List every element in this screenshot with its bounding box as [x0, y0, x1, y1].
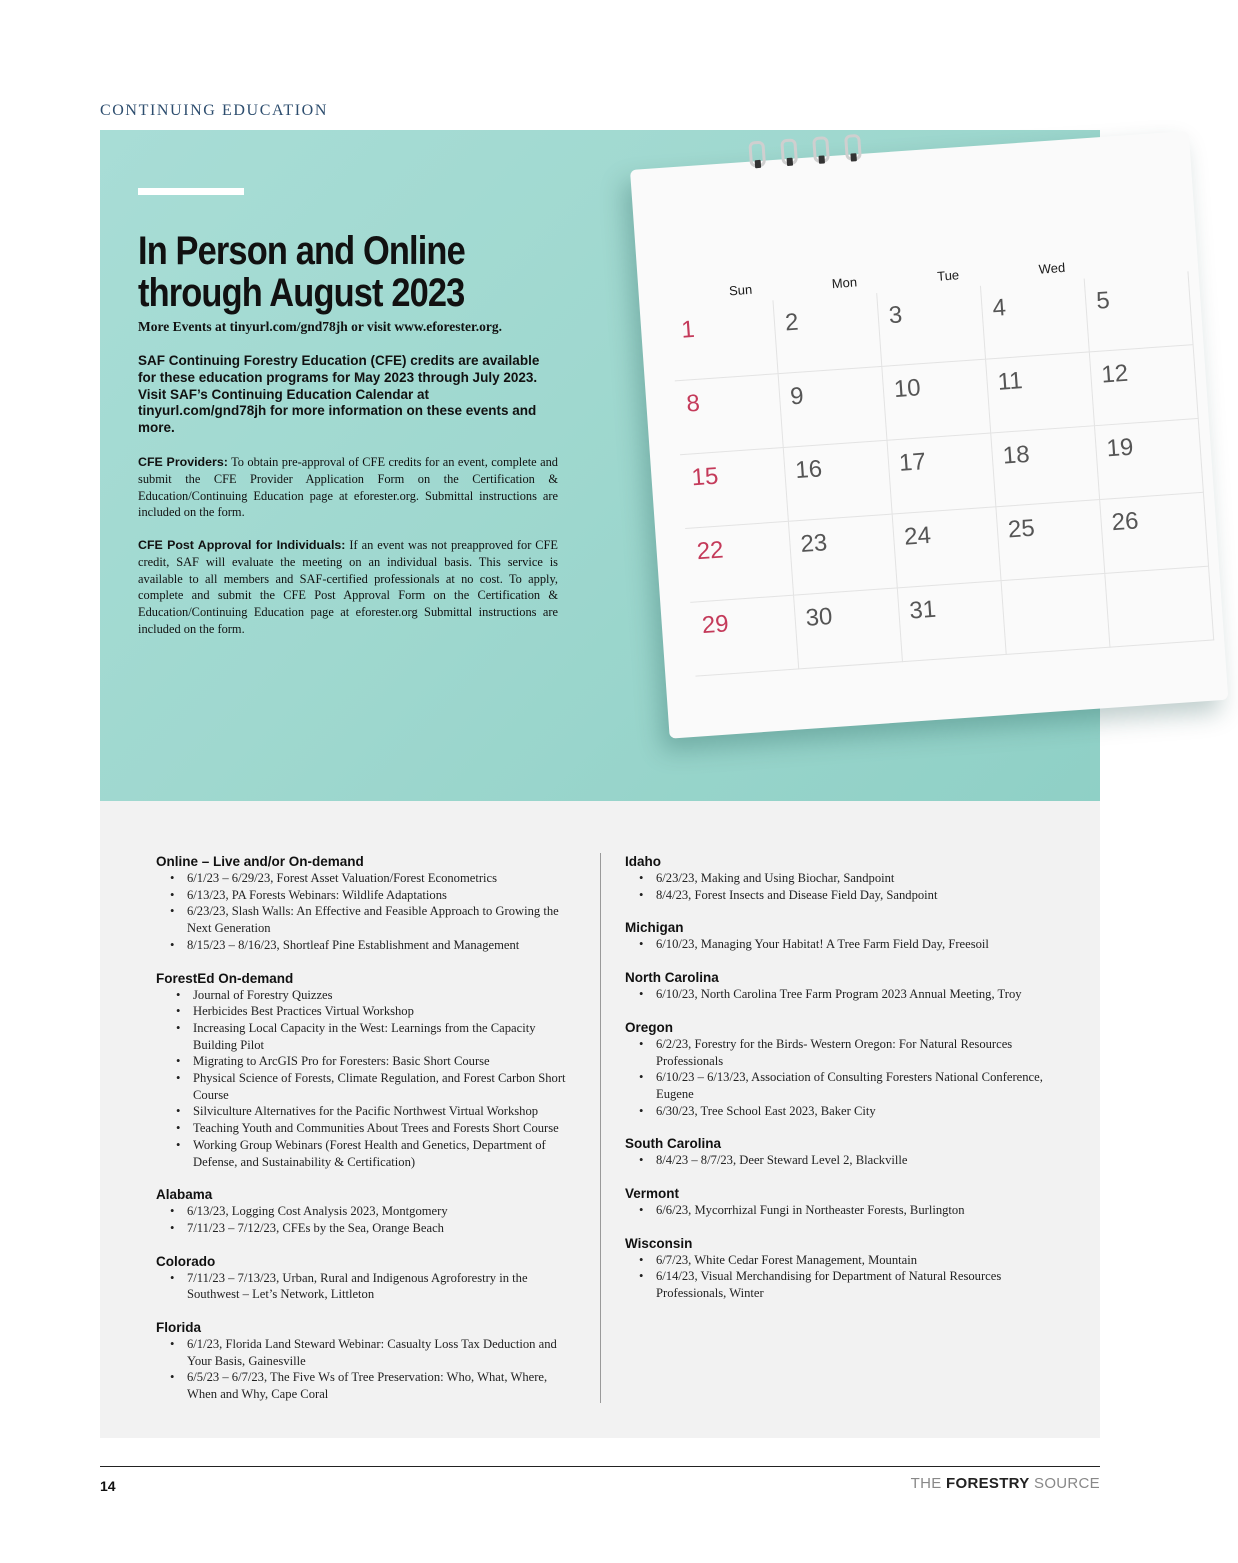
calendar-date-cell: 11: [986, 352, 1095, 433]
cfe-providers-paragraph: [138, 454, 558, 521]
ring-icon: [812, 136, 830, 163]
event-group-title: ForestEd On-demand: [156, 970, 294, 986]
events-column-right: [625, 853, 1045, 1318]
event-list: [156, 1270, 576, 1303]
event-group: [156, 1253, 576, 1303]
event-group: [156, 853, 576, 954]
calendar-rings: [748, 134, 862, 168]
event-item: • 6/5/23 – 6/7/23, The Five Ws of Tree Preservation: Who, What, Where, When and Why, Cape Coral: [156, 1369, 576, 1402]
event-list: [625, 1252, 1045, 1302]
cfe-lead-paragraph: SAF Continuing Forestry Education (CFE) credits are available for these education programs for May 2023 through July 2023. Visit SAF’s Continuing Education Calendar at tinyurl.com/gnd78jh for more information on these events and more.: [138, 353, 540, 436]
event-item: • 6/14/23, Visual Merchandising for Department of Natural Resources Professionals, Winter: [625, 1268, 1045, 1301]
event-group: [625, 853, 1045, 903]
event-group: [625, 919, 1045, 953]
event-list: [156, 987, 576, 1171]
event-group-title: Colorado: [156, 1253, 216, 1269]
calendar-day-header: Mon: [831, 274, 858, 292]
event-group: [156, 1319, 576, 1403]
calendar-date-cell: [1002, 574, 1111, 655]
event-list: [625, 1152, 1045, 1169]
event-item: • Increasing Local Capacity in the West: Learnings from the Capacity Building Pilot: [156, 1020, 576, 1053]
calendar-date-cell: 22: [685, 522, 794, 603]
event-item: • 7/11/23 – 7/12/23, CFEs by the Sea, Orange Beach: [156, 1220, 576, 1237]
cfe-providers-text: To obtain pre-approval of CFE credits for an event, complete and submit the CFE Provider Application Form on the Certification & Education/Continuing Education page at eforester.org. Submittal instructions are included on the form.: [138, 455, 559, 520]
event-item: • Silviculture Alternatives for the Pacific Northwest Virtual Workshop: [156, 1103, 576, 1120]
event-item: • 6/10/23, North Carolina Tree Farm Program 2023 Annual Meeting, Troy: [625, 986, 1045, 1003]
event-item: • 6/7/23, White Cedar Forest Management, Mountain: [625, 1252, 1045, 1269]
ring-icon: [748, 141, 766, 168]
event-item: • Herbicides Best Practices Virtual Workshop: [156, 1003, 576, 1020]
calendar-date-cell: 18: [991, 426, 1100, 507]
event-group-title: Wisconsin: [625, 1235, 693, 1251]
event-list: [625, 870, 1045, 903]
event-group: [625, 1235, 1045, 1302]
event-group-title: Oregon: [625, 1019, 674, 1035]
event-list: [625, 986, 1045, 1003]
calendar-date-cell: 4: [981, 279, 1090, 360]
event-group-title: Online – Live and/or On-demand: [156, 854, 364, 869]
event-item: • 6/30/23, Tree School East 2023, Baker City: [625, 1103, 1045, 1120]
event-list: [625, 1036, 1045, 1120]
event-group-title: South Carolina: [625, 1136, 722, 1152]
event-item: • 8/15/23 – 8/16/23, Shortleaf Pine Establishment and Management: [156, 937, 576, 954]
event-list: [625, 1202, 1045, 1219]
events-panel: [100, 801, 1100, 1438]
masthead-forestry: FORESTRY: [946, 1475, 1030, 1492]
event-group-title: Idaho: [625, 854, 661, 869]
calendar-date-cell: 5: [1085, 271, 1194, 352]
event-item: • 6/6/23, Mycorrhizal Fungi in Northeaster Forests, Burlington: [625, 1202, 1045, 1219]
calendar-date-cell: [1105, 567, 1214, 648]
ring-icon: [844, 134, 862, 161]
calendar-date-cell: 9: [779, 367, 888, 448]
event-item: • 6/13/23, Logging Cost Analysis 2023, Montgomery: [156, 1203, 576, 1220]
hero-banner: [100, 130, 1140, 801]
event-item: • 6/1/23 – 6/29/23, Forest Asset Valuation/Forest Econometrics: [156, 870, 576, 887]
calendar-date-cell: 12: [1090, 345, 1199, 426]
calendar-date-cell: 1: [670, 300, 779, 381]
event-list: [625, 936, 1045, 953]
event-group: [625, 1019, 1045, 1120]
event-item: • 6/2/23, Forestry for the Birds- Western Oregon: For Natural Resources Professionals: [625, 1036, 1045, 1069]
calendar-day-header: Wed: [1038, 259, 1066, 277]
calendar-date-cell: 26: [1100, 493, 1209, 574]
event-group-title: Florida: [156, 1320, 202, 1336]
event-group: [625, 1185, 1045, 1219]
event-item: • Migrating to ArcGIS Pro for Foresters: Basic Short Course: [156, 1053, 576, 1070]
calendar-date-cell: 10: [882, 360, 991, 441]
column-divider: [600, 853, 601, 1403]
page-number: 14: [100, 1478, 116, 1494]
event-group: [156, 1186, 576, 1236]
event-group-title: Vermont: [625, 1186, 680, 1202]
section-label: CONTINUING EDUCATION: [100, 102, 328, 119]
event-item: • 8/4/23 – 8/7/23, Deer Steward Level 2, Blackville: [625, 1152, 1045, 1169]
event-item: • 6/13/23, PA Forests Webinars: Wildlife Adaptations: [156, 887, 576, 904]
cfe-post-approval-paragraph: [138, 537, 558, 638]
event-group-title: Alabama: [156, 1187, 213, 1203]
calendar-date-cell: 3: [877, 286, 986, 367]
event-list: [156, 1336, 576, 1403]
calendar-date-grid: [670, 271, 1215, 676]
calendar-date-cell: 17: [888, 433, 997, 514]
event-item: • 7/11/23 – 7/13/23, Urban, Rural and Indigenous Agroforestry in the Southwest – Let’s Network, Littleton: [156, 1270, 576, 1303]
event-item: • Teaching Youth and Communities About Trees and Forests Short Course: [156, 1120, 576, 1137]
calendar-date-cell: 8: [675, 374, 784, 455]
cfe-providers-label: CFE Providers:: [138, 455, 228, 469]
event-list: [156, 1203, 576, 1236]
calendar-date-cell: 29: [690, 596, 799, 677]
event-group: [625, 969, 1045, 1003]
ring-icon: [780, 138, 798, 165]
event-item: • 6/10/23, Managing Your Habitat! A Tree Farm Field Day, Freesoil: [625, 936, 1045, 953]
event-item: • 8/4/23, Forest Insects and Disease Field Day, Sandpoint: [625, 887, 1045, 904]
event-group-title: Michigan: [625, 920, 684, 936]
calendar-date-cell: 24: [893, 507, 1002, 588]
title-line-2: through August 2023: [138, 271, 465, 315]
event-group: [156, 970, 576, 1171]
event-group: [625, 1135, 1045, 1169]
calendar-date-cell: 2: [773, 293, 882, 374]
calendar-date-cell: 25: [996, 500, 1105, 581]
calendar-photo: [630, 131, 1228, 739]
publication-masthead: [911, 1475, 1100, 1492]
page-title: [138, 230, 499, 314]
event-item: • Journal of Forestry Quizzes: [156, 987, 576, 1004]
calendar-day-header: Tue: [936, 267, 960, 284]
event-item: • 6/23/23, Making and Using Biochar, Sandpoint: [625, 870, 1045, 887]
title-line-1: In Person and Online: [138, 229, 465, 273]
calendar-date-cell: 16: [784, 441, 893, 522]
event-group-title: North Carolina: [625, 970, 719, 986]
accent-bar: [138, 188, 244, 195]
calendar-day-header: Sun: [728, 281, 753, 299]
event-item: • 6/23/23, Slash Walls: An Effective and Feasible Approach to Growing the Next Generation: [156, 903, 576, 936]
event-item: • Working Group Webinars (Forest Health and Genetics, Department of Defense, and Sustainability & Certification): [156, 1137, 576, 1170]
events-column-left: [156, 853, 576, 1419]
event-list: [156, 870, 576, 954]
calendar-day-header: [1103, 250, 1208, 272]
calendar-date-cell: 23: [789, 515, 898, 596]
calendar-date-cell: 19: [1095, 419, 1204, 500]
event-item: • 6/1/23, Florida Land Steward Webinar: Casualty Loss Tax Deduction and Your Basis, Gainesville: [156, 1336, 576, 1369]
event-item: • 6/10/23 – 6/13/23, Association of Consulting Foresters National Conference, Eugene: [625, 1069, 1045, 1102]
footer-rule: [100, 1466, 1100, 1467]
cfe-post-approval-label: CFE Post Approval for Individuals:: [138, 538, 346, 552]
calendar-date-cell: 30: [794, 588, 903, 669]
masthead-source: SOURCE: [1029, 1475, 1100, 1492]
cfe-post-approval-text: If an event was not preapproved for CFE credit, SAF will evaluate the meeting on an individual basis. This service is available to all members and SAF-certified professionals at no cost. To apply, complete and submit the CFE Post Approval Form on the Certification & Education/Continuing Education page at eforester.org Submittal instructions are included on the form.: [138, 538, 558, 636]
event-item: • Physical Science of Forests, Climate Regulation, and Forest Carbon Short Course: [156, 1070, 576, 1103]
more-events-note: More Events at tinyurl.com/gnd78jh or visit www.eforester.org.: [138, 319, 502, 334]
masthead-the: THE: [910, 1475, 947, 1492]
calendar-date-cell: 31: [898, 581, 1007, 662]
calendar-date-cell: 15: [680, 448, 789, 529]
